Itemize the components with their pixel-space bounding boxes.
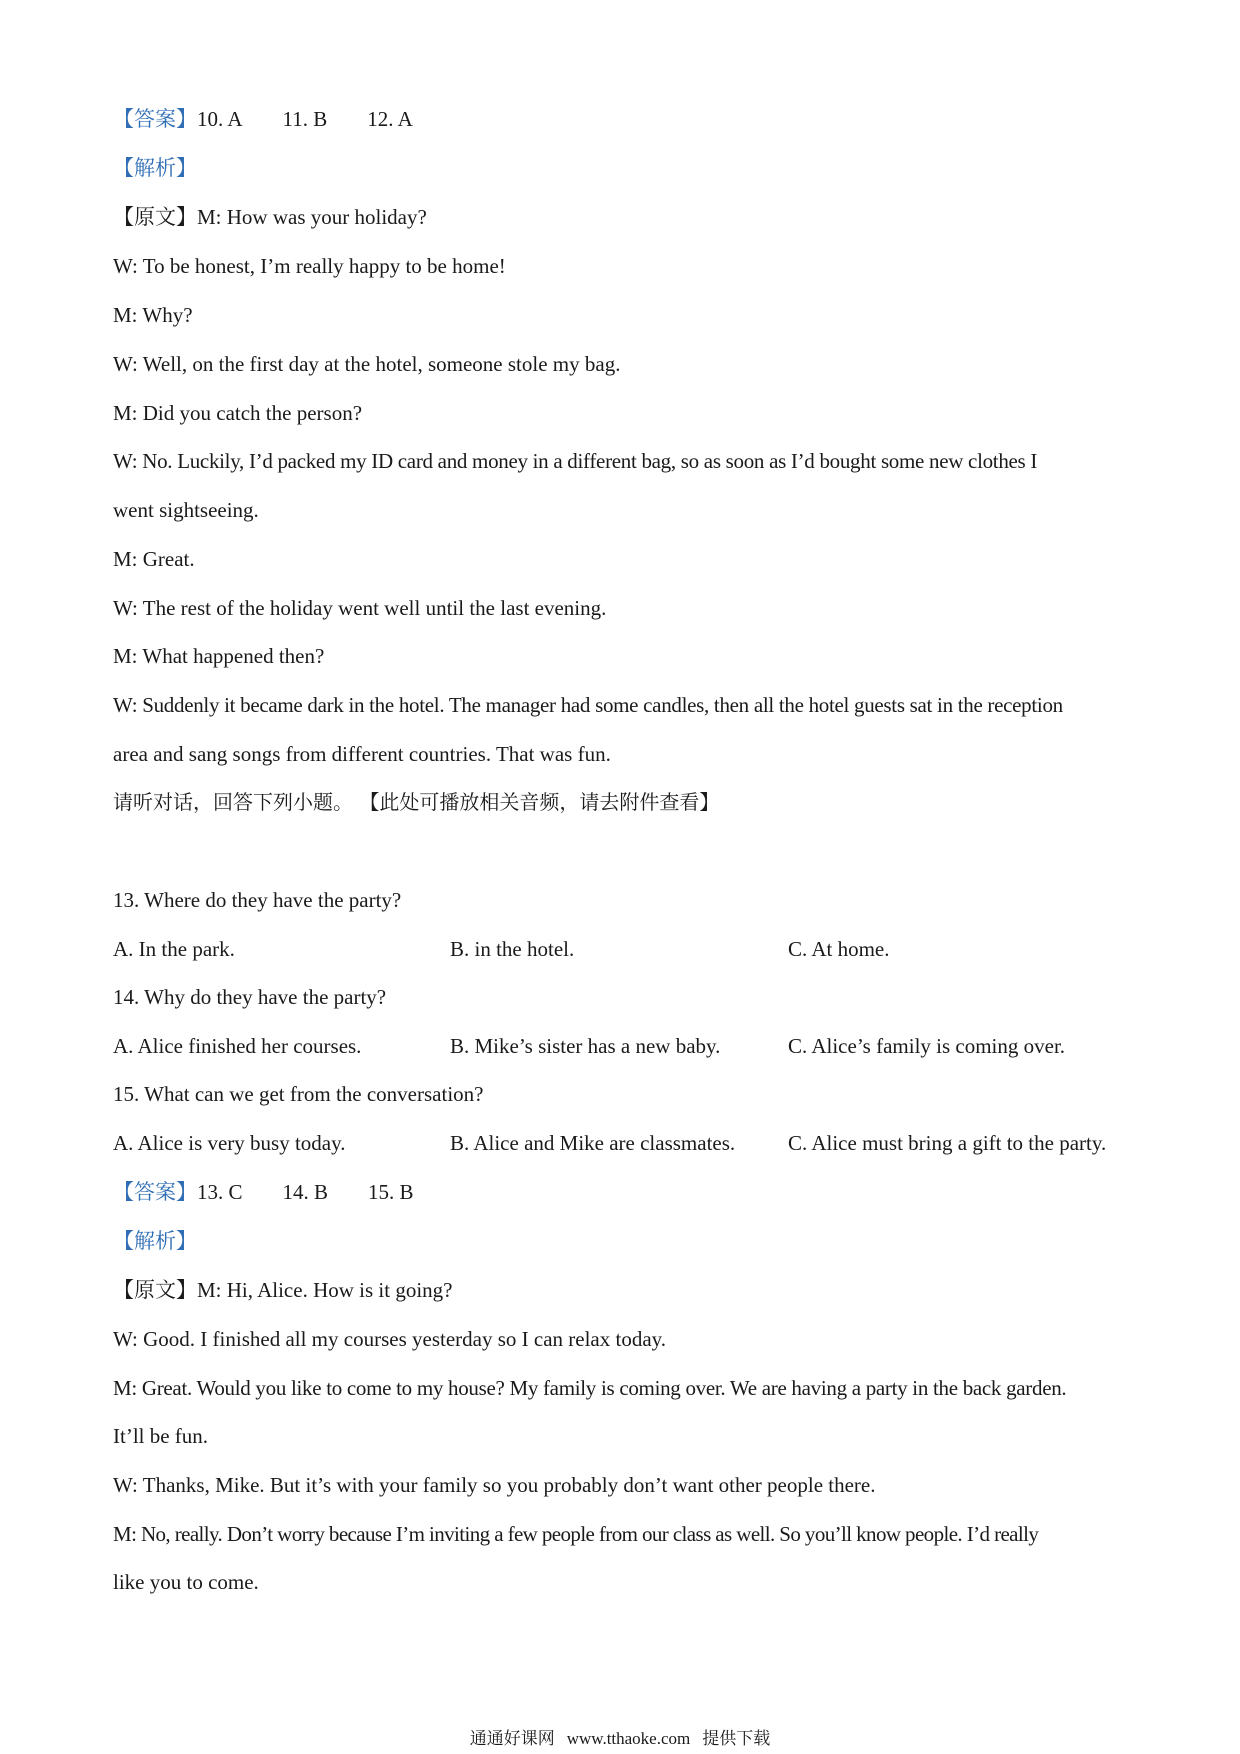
transcript-line: It’ll be fun.: [113, 1424, 209, 1448]
transcript-text: M: How was your holiday?: [197, 205, 427, 229]
transcript-line: W: Thanks, Mike. But it’s with your family so you probably don’t want other people there.: [113, 1473, 876, 1497]
answer-item: 14. B: [282, 1180, 329, 1204]
option-a: A. In the park.: [113, 937, 235, 961]
question-13: 13. Where do they have the party?: [113, 888, 402, 912]
option-b: B. Alice and Mike are classmates.: [450, 1131, 736, 1155]
transcript-line: M: Great. Would you like to come to my house? My family is coming over. We are having a party in the back garden.: [113, 1376, 1067, 1400]
option-c: C. At home.: [788, 937, 890, 961]
answer-item: 10. A: [197, 107, 243, 131]
analysis-tag: 【解析】: [113, 1229, 197, 1253]
option-b: B. in the hotel.: [450, 937, 575, 961]
answer-tag: 【答案】: [113, 107, 197, 131]
transcript-text: M: Hi, Alice. How is it going?: [197, 1278, 453, 1302]
listening-instruction: 请听对话，回答下列小题。 【此处可播放相关音频，请去附件查看】: [113, 790, 720, 814]
page-footer: [0, 1727, 1240, 1751]
transcript-line: M: No, really. Don’t worry because I’m inviting a few people from our class as well. So you’ll know people. I’d really: [113, 1522, 1039, 1546]
transcript-line: went sightseeing.: [113, 498, 259, 522]
option-a: A. Alice is very busy today.: [113, 1131, 346, 1155]
transcript-line: W: Suddenly it became dark in the hotel. The manager had some candles, then all the hotel guests sat in the reception: [113, 693, 1063, 717]
question-15: 15. What can we get from the conversation?: [113, 1082, 484, 1106]
transcript-line: W: Good. I finished all my courses yesterday so I can relax today.: [113, 1327, 667, 1351]
answer-item: 15. B: [368, 1180, 414, 1204]
transcript-line: W: No. Luckily, I’d packed my ID card and money in a different bag, so as soon as I’d bought some new clothes I: [113, 449, 1038, 473]
transcript-tag: 【原文】: [113, 205, 197, 229]
transcript-line: W: To be honest, I’m really happy to be home!: [113, 254, 506, 278]
answer-tag: 【答案】: [113, 1180, 197, 1204]
option-b: B. Mike’s sister has a new baby.: [450, 1034, 721, 1058]
question-14: 14. Why do they have the party?: [113, 985, 387, 1009]
transcript-line: M: Why?: [113, 303, 193, 327]
transcript-line: area and sang songs from different countries. That was fun.: [113, 742, 611, 766]
option-c: C. Alice must bring a gift to the party.: [788, 1131, 1107, 1155]
transcript-line: [113, 202, 427, 232]
transcript-line: M: Great.: [113, 547, 195, 571]
transcript-line: M: Did you catch the person?: [113, 401, 363, 425]
answer-line-2: [113, 1177, 414, 1207]
transcript-line: W: Well, on the first day at the hotel, someone stole my bag.: [113, 352, 621, 376]
option-c: C. Alice’s family is coming over.: [788, 1034, 1066, 1058]
transcript-line: W: The rest of the holiday went well until the last evening.: [113, 596, 607, 620]
transcript-line: like you to come.: [113, 1570, 259, 1594]
footer-url[interactable]: www.tthaoke.com: [566, 1729, 691, 1748]
answer-item: 11. B: [282, 107, 328, 131]
transcript-line: [113, 1275, 453, 1305]
answer-item: 12. A: [367, 107, 413, 131]
transcript-tag: 【原文】: [113, 1278, 197, 1302]
answer-item: 13. C: [197, 1180, 243, 1204]
footer-note: 提供下载: [702, 1729, 771, 1749]
analysis-tag: 【解析】: [113, 156, 197, 180]
option-a: A. Alice finished her courses.: [113, 1034, 362, 1058]
answer-line-1: [113, 104, 413, 134]
transcript-line: M: What happened then?: [113, 644, 325, 668]
footer-site-name: 通通好课网: [469, 1729, 555, 1749]
